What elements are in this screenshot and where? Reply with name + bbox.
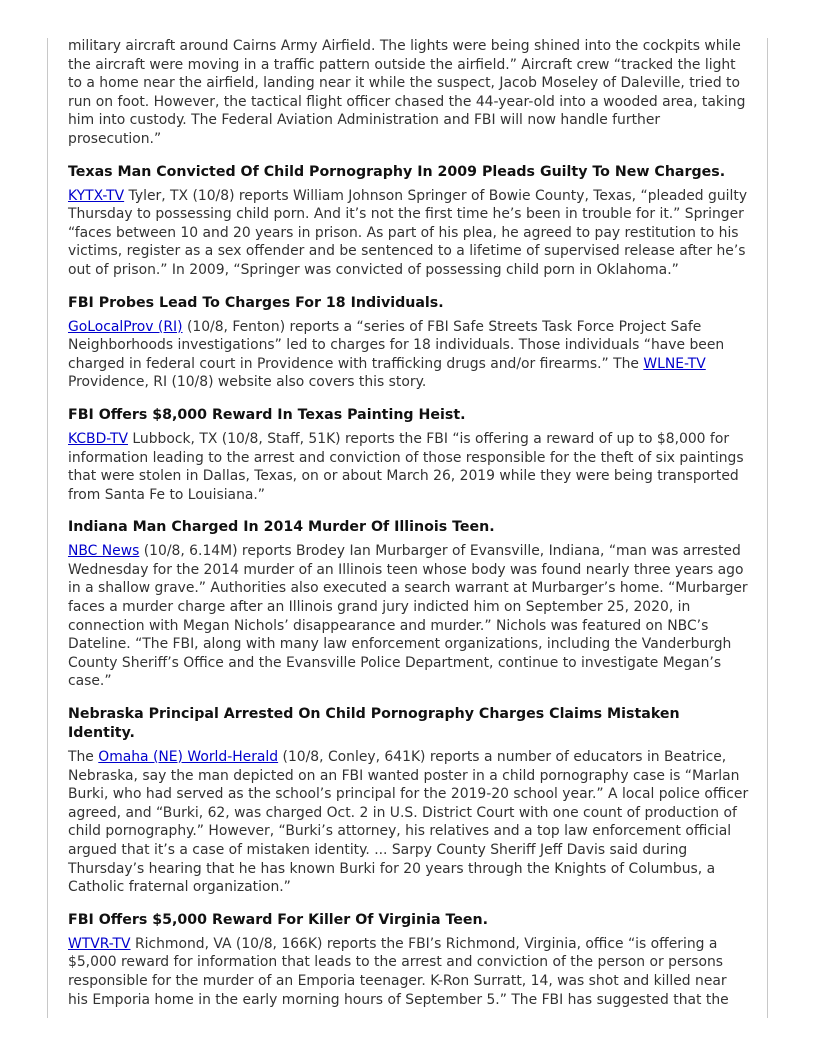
article-headline: FBI Offers $8,000 Reward In Texas Painting Heist. [68, 406, 466, 423]
newsletter-content [68, 37, 750, 1009]
source-link-golocalprov[interactable]: GoLocalProv (RI) [68, 318, 183, 335]
lead-paragraph: military aircraft around Cairns Army Airfield. The lights were being shined into the cockpits while the aircraft were moving in a traffic pattern outside the airfield.” Aircraft crew “tracked the light to a home near the airfield, landing near it while the suspect, Jacob Moseley of Daleville, tried to run on foot. However, the tactical flight officer chased the 44-year-old into a wooded area, taking him into custody. The Federal Aviation Administration and FBI will now handle further prosecution.” [68, 38, 746, 147]
article-18-individuals [68, 294, 750, 392]
article-text: (10/8, 6.14M) reports Brodey Ian Murbarger of Evansville, Indiana, “man was arrested Wednesday for the 2014 murder of an Illinois teen whose body was found nearly three years ago in a shallow grave.” Authorities also executed a search warrant at Murbarger’s home. “Murbarger faces a murder charge after an Illinois grand jury indicted him on September 25, 2020, in connection with Megan Nichols’ disappearance and murder.” Nichols was featured on NBC’s Dateline. “The FBI, along with many law enforcement organizations, including the Vanderburgh County Sheriff’s Office and the Evansville Police Department, continue to investigate Megan’s case.” [68, 543, 748, 690]
source-link-wtvr[interactable]: WTVR-TV [68, 935, 131, 952]
article-text: Lubbock, TX (10/8, Staff, 51K) reports the FBI “is offering a reward of up to $8,000 for information leading to the arrest and conviction of those responsible for the theft of six paintings that were stolen in Dallas, Texas, on or about March 26, 2019 while they were being transported from Santa Fe to Louisiana.” [68, 430, 744, 503]
article-body [68, 318, 750, 392]
article-headline: Texas Man Convicted Of Child Pornography In 2009 Pleads Guilty To New Charges. [68, 163, 726, 180]
article-prefix: The [68, 749, 99, 766]
source-link-kcbd[interactable]: KCBD-TV [68, 430, 128, 447]
article-indiana-murder [68, 518, 750, 691]
article-body [68, 430, 750, 504]
article-headline: Indiana Man Charged In 2014 Murder Of Illinois Teen. [68, 519, 495, 536]
article-body [68, 542, 750, 691]
source-link-nbc-news[interactable]: NBC News [68, 543, 140, 560]
article-text: (10/8, Fenton) reports a “series of FBI Safe Streets Task Force Project Safe Neighborhoods investigations” led to charges for 18 individuals. Those individuals “have been charged in federal court in Providence with trafficking drugs and/or firearms.” The [68, 318, 725, 372]
article-painting-heist [68, 406, 750, 504]
source-link-omaha-world-herald[interactable]: Omaha (NE) World-Herald [98, 749, 279, 766]
article-body [68, 748, 750, 897]
article-text: (10/8, Conley, 641K) reports a number of educators in Beatrice, Nebraska, say the man depicted on an FBI wanted poster in a child pornography case is “Marlan Burki, who had served as the school’s principal for the 2019-20 school year.” A local police officer agreed, and “Burki, 62, was charged Oct. 2 in U.S. District Court with one count of production of child pornography.” However, “Burki’s attorney, his relatives and a top law enforcement official argued that it’s a case of mistaken identity. ... Sarpy County Sheriff Jeff Davis said during Thursday’s hearing that he has known Burki for 20 years through the Knights of Columbus, a Catholic fraternal organization.” [68, 749, 749, 896]
article-virginia-teen [68, 911, 750, 1009]
article-body [68, 187, 750, 280]
article-body [68, 935, 750, 1009]
source-link-kytx[interactable]: KYTX-TV [68, 187, 125, 204]
article-headline: Nebraska Principal Arrested On Child Pornography Charges Claims Mistaken Identity. [68, 706, 680, 742]
article-nebraska-principal [68, 705, 750, 897]
article-text: Tyler, TX (10/8) reports William Johnson Springer of Bowie County, Texas, “pleaded guilty Thursday to possessing child porn. And it’s not the first time he’s been in trouble for it.” Springer “faces between 10 and 20 years in prison. As part of his plea, he agreed to pay restitution to his victims, register as a sex offender and be sentenced to a lifetime of supervised release after he’s out of prison.” In 2009, “Springer was convicted of possessing child porn in Oklahoma.” [68, 187, 748, 278]
article-headline: FBI Offers $5,000 Reward For Killer Of Virginia Teen. [68, 911, 489, 928]
article-text-after: Providence, RI (10/8) website also covers this story. [68, 374, 427, 391]
article-springer [68, 163, 750, 280]
article-headline: FBI Probes Lead To Charges For 18 Individuals. [68, 294, 444, 311]
article-text: Richmond, VA (10/8, 166K) reports the FBI’s Richmond, Virginia, office “is offering a $5,000 reward for information that leads to the arrest and conviction of the person or persons responsible for the murder of an Emporia teenager. K-Ron Surratt, 14, was shot and killed near his Emporia home in the early morning hours of September 5.” The FBI has suggested that the [68, 935, 729, 1008]
source-link-wlne[interactable]: WLNE-TV [643, 355, 706, 372]
